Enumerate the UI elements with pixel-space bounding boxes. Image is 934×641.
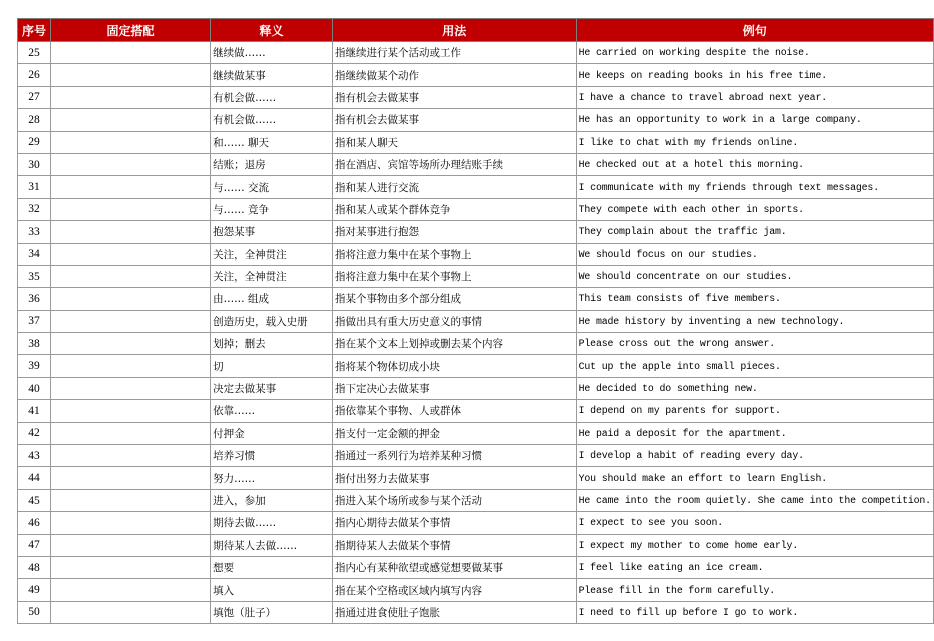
cell-phrase (50, 265, 210, 287)
cell-meaning: 切 (211, 355, 333, 377)
cell-example: I have a chance to travel abroad next year. (576, 86, 933, 108)
table-row (18, 512, 934, 534)
cell-phrase (50, 377, 210, 399)
cell-index: 27 (18, 86, 51, 108)
table-row (18, 333, 934, 355)
cell-index: 47 (18, 534, 51, 556)
cell-phrase (50, 42, 210, 64)
cell-meaning: 有机会做…… (211, 86, 333, 108)
cell-phrase (50, 310, 210, 332)
cell-example: He carried on working despite the noise. (576, 42, 933, 64)
header-example: 例句 (576, 19, 933, 42)
table-row (18, 86, 934, 108)
cell-meaning: 结账；退房 (211, 153, 333, 175)
table-row (18, 467, 934, 489)
table-row (18, 310, 934, 332)
cell-phrase (50, 333, 210, 355)
cell-usage: 指将注意力集中在某个事物上 (333, 243, 577, 265)
cell-meaning: 创造历史，载入史册 (211, 310, 333, 332)
table-row (18, 489, 934, 511)
table-row (18, 534, 934, 556)
cell-usage: 指做出具有重大历史意义的事情 (333, 310, 577, 332)
header-usage: 用法 (333, 19, 577, 42)
table-row (18, 355, 934, 377)
header-row (18, 19, 934, 42)
cell-usage: 指下定决心去做某事 (333, 377, 577, 399)
cell-index: 44 (18, 467, 51, 489)
cell-usage: 指内心期待去做某个事情 (333, 512, 577, 534)
cell-meaning: 期待去做…… (211, 512, 333, 534)
cell-index: 43 (18, 445, 51, 467)
table-row (18, 445, 934, 467)
cell-usage: 指对某事进行抱怨 (333, 221, 577, 243)
cell-usage: 指支付一定金额的押金 (333, 422, 577, 444)
cell-meaning: 继续做某事 (211, 64, 333, 86)
cell-index: 38 (18, 333, 51, 355)
cell-meaning: 想要 (211, 556, 333, 578)
cell-meaning: 关注，全神贯注 (211, 265, 333, 287)
cell-example: They complain about the traffic jam. (576, 221, 933, 243)
cell-index: 46 (18, 512, 51, 534)
cell-meaning: 培养习惯 (211, 445, 333, 467)
cell-meaning: 填入 (211, 579, 333, 601)
cell-usage: 指付出努力去做某事 (333, 467, 577, 489)
table-row (18, 221, 934, 243)
cell-phrase (50, 422, 210, 444)
cell-meaning: 与…… 交流 (211, 176, 333, 198)
cell-meaning: 抱怨某事 (211, 221, 333, 243)
cell-usage: 指有机会去做某事 (333, 86, 577, 108)
table-row (18, 265, 934, 287)
cell-phrase (50, 176, 210, 198)
table-row (18, 556, 934, 578)
cell-meaning: 努力…… (211, 467, 333, 489)
cell-usage: 指和某人进行交流 (333, 176, 577, 198)
cell-index: 31 (18, 176, 51, 198)
cell-index: 26 (18, 64, 51, 86)
cell-phrase (50, 579, 210, 601)
cell-usage: 指在某个空格或区域内填写内容 (333, 579, 577, 601)
table-row (18, 377, 934, 399)
cell-example: Please fill in the form carefully. (576, 579, 933, 601)
cell-usage: 指将注意力集中在某个事物上 (333, 265, 577, 287)
cell-example: This team consists of five members. (576, 288, 933, 310)
table-body (18, 42, 934, 624)
cell-meaning: 划掉；删去 (211, 333, 333, 355)
cell-meaning: 进入，参加 (211, 489, 333, 511)
vocabulary-table (17, 18, 934, 624)
cell-phrase (50, 489, 210, 511)
cell-phrase (50, 445, 210, 467)
cell-phrase (50, 534, 210, 556)
cell-example: They compete with each other in sports. (576, 198, 933, 220)
cell-usage: 指继续进行某个活动或工作 (333, 42, 577, 64)
cell-index: 41 (18, 400, 51, 422)
cell-index: 45 (18, 489, 51, 511)
cell-usage: 指内心有某种欲望或感觉想要做某事 (333, 556, 577, 578)
cell-phrase (50, 601, 210, 623)
cell-example: He paid a deposit for the apartment. (576, 422, 933, 444)
table-row (18, 579, 934, 601)
cell-index: 30 (18, 153, 51, 175)
cell-index: 37 (18, 310, 51, 332)
table-row (18, 64, 934, 86)
cell-usage: 指依靠某个事物、人或群体 (333, 400, 577, 422)
cell-meaning: 继续做…… (211, 42, 333, 64)
cell-usage: 指有机会去做某事 (333, 109, 577, 131)
cell-phrase (50, 64, 210, 86)
cell-phrase (50, 86, 210, 108)
header-phrase: 固定搭配 (50, 19, 210, 42)
cell-example: We should concentrate on our studies. (576, 265, 933, 287)
cell-meaning: 依靠…… (211, 400, 333, 422)
cell-index: 25 (18, 42, 51, 64)
table-row (18, 422, 934, 444)
cell-usage: 指通过一系列行为培养某种习惯 (333, 445, 577, 467)
cell-example: I communicate with my friends through text messages. (576, 176, 933, 198)
cell-usage: 指在酒店、宾馆等场所办理结账手续 (333, 153, 577, 175)
cell-index: 29 (18, 131, 51, 153)
cell-example: He decided to do something new. (576, 377, 933, 399)
cell-example: I develop a habit of reading every day. (576, 445, 933, 467)
cell-index: 32 (18, 198, 51, 220)
cell-example: He has an opportunity to work in a large company. (576, 109, 933, 131)
table-row (18, 601, 934, 623)
cell-usage: 指将某个物体切成小块 (333, 355, 577, 377)
table-row (18, 288, 934, 310)
cell-example: He made history by inventing a new technology. (576, 310, 933, 332)
cell-example: You should make an effort to learn English. (576, 467, 933, 489)
table-row (18, 109, 934, 131)
cell-meaning: 期待某人去做…… (211, 534, 333, 556)
cell-index: 34 (18, 243, 51, 265)
cell-usage: 指通过进食使肚子饱胀 (333, 601, 577, 623)
cell-example: He checked out at a hotel this morning. (576, 153, 933, 175)
header-meaning: 释义 (211, 19, 333, 42)
cell-meaning: 与…… 竞争 (211, 198, 333, 220)
cell-index: 39 (18, 355, 51, 377)
cell-phrase (50, 153, 210, 175)
cell-meaning: 由…… 组成 (211, 288, 333, 310)
cell-meaning: 有机会做…… (211, 109, 333, 131)
cell-index: 40 (18, 377, 51, 399)
table-row (18, 131, 934, 153)
cell-usage: 指进入某个场所或参与某个活动 (333, 489, 577, 511)
table-row (18, 42, 934, 64)
table-row (18, 400, 934, 422)
table-row (18, 153, 934, 175)
cell-example: Cut up the apple into small pieces. (576, 355, 933, 377)
cell-meaning: 和…… 聊天 (211, 131, 333, 153)
cell-usage: 指继续做某个动作 (333, 64, 577, 86)
cell-meaning: 付押金 (211, 422, 333, 444)
cell-example: He keeps on reading books in his free time. (576, 64, 933, 86)
cell-phrase (50, 556, 210, 578)
cell-phrase (50, 467, 210, 489)
cell-phrase (50, 400, 210, 422)
cell-usage: 指某个事物由多个部分组成 (333, 288, 577, 310)
cell-example: I expect my mother to come home early. (576, 534, 933, 556)
cell-index: 48 (18, 556, 51, 578)
table-row (18, 243, 934, 265)
cell-phrase (50, 109, 210, 131)
cell-phrase (50, 131, 210, 153)
cell-usage: 指期待某人去做某个事情 (333, 534, 577, 556)
cell-usage: 指和某人或某个群体竞争 (333, 198, 577, 220)
cell-example: Please cross out the wrong answer. (576, 333, 933, 355)
cell-index: 50 (18, 601, 51, 623)
cell-phrase (50, 221, 210, 243)
cell-example: We should focus on our studies. (576, 243, 933, 265)
cell-example: He came into the room quietly. She came into the competition. (576, 489, 933, 511)
cell-phrase (50, 512, 210, 534)
cell-index: 28 (18, 109, 51, 131)
cell-example: I feel like eating an ice cream. (576, 556, 933, 578)
cell-phrase (50, 198, 210, 220)
cell-example: I need to fill up before I go to work. (576, 601, 933, 623)
cell-meaning: 决定去做某事 (211, 377, 333, 399)
table-row (18, 176, 934, 198)
cell-index: 35 (18, 265, 51, 287)
cell-phrase (50, 355, 210, 377)
cell-phrase (50, 288, 210, 310)
cell-index: 49 (18, 579, 51, 601)
cell-index: 36 (18, 288, 51, 310)
cell-usage: 指和某人聊天 (333, 131, 577, 153)
cell-example: I depend on my parents for support. (576, 400, 933, 422)
cell-example: I like to chat with my friends online. (576, 131, 933, 153)
table-row (18, 198, 934, 220)
cell-index: 42 (18, 422, 51, 444)
header-index: 序号 (18, 19, 51, 42)
cell-meaning: 关注，全神贯注 (211, 243, 333, 265)
cell-phrase (50, 243, 210, 265)
cell-example: I expect to see you soon. (576, 512, 933, 534)
cell-index: 33 (18, 221, 51, 243)
cell-usage: 指在某个文本上划掉或删去某个内容 (333, 333, 577, 355)
cell-meaning: 填饱（肚子） (211, 601, 333, 623)
